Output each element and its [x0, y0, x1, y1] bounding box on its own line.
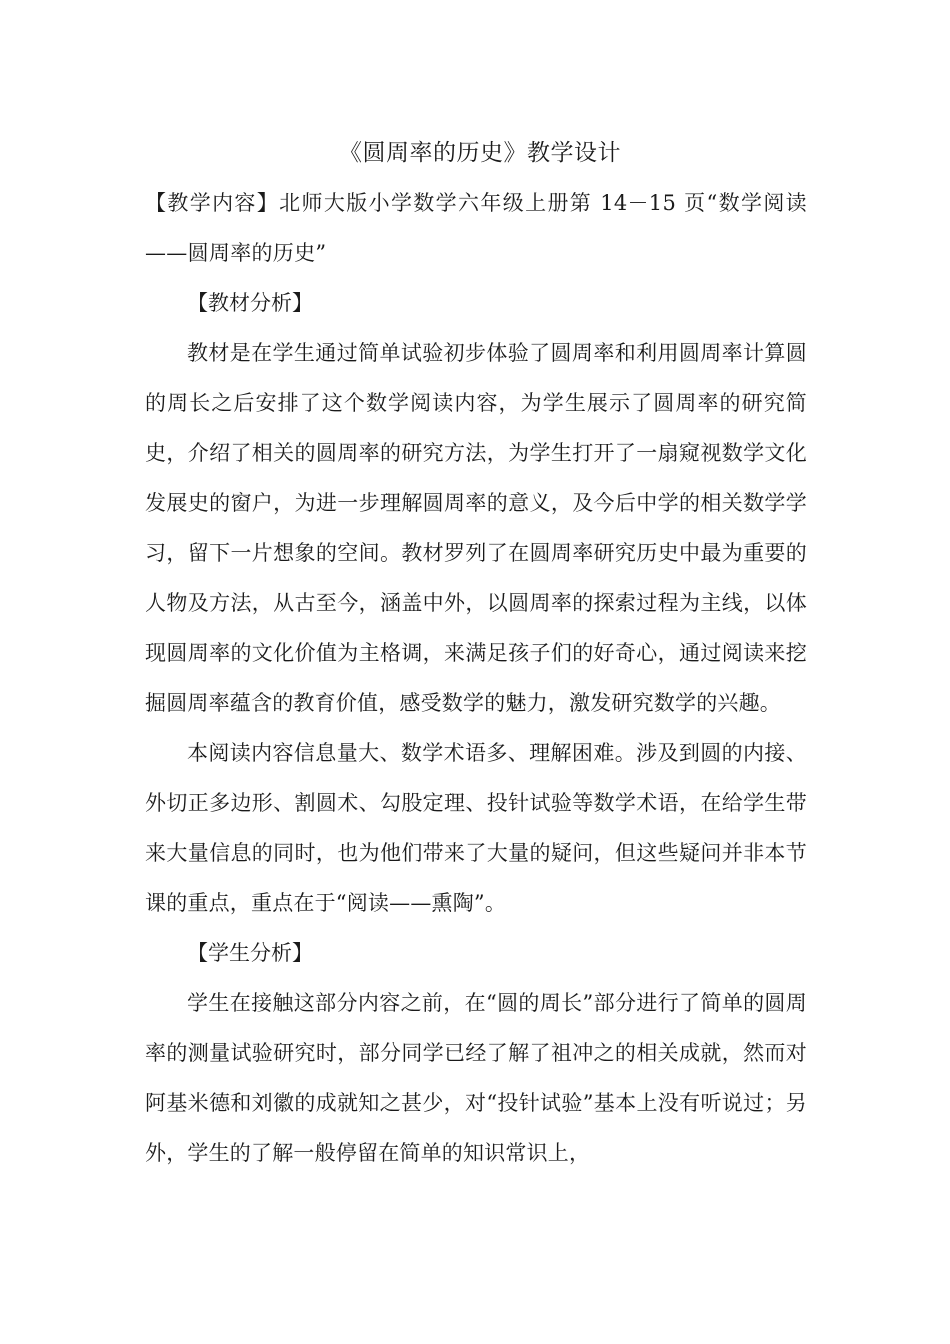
document-title: 《圆周率的历史》教学设计 [339, 140, 621, 166]
student-analysis-heading: 【学生分析】 [187, 941, 313, 965]
teaching-content-label: 【教学内容】 [145, 191, 280, 215]
document-page [145, 128, 807, 1178]
textbook-analysis-paragraph-2: 本阅读内容信息量大、数学术语多、理解困难。涉及到圆的内接、外切正多边形、割圆术、勾股定理、投针试验等数学术语，在给学生带来大量信息的同时，也为他们带来了大量的疑问，但这些疑问并非本节课的重点，重点在于“阅读——熏陶”。 [145, 741, 807, 915]
teaching-content-text: 北师大版小学数学六年级上册第 14－15 页“数学阅读——圆周率的历史” [145, 191, 807, 265]
textbook-analysis-paragraph-1: 教材是在学生通过简单试验初步体验了圆周率和利用圆周率计算圆的周长之后安排了这个数学阅读内容，为学生展示了圆周率的研究简史，介绍了相关的圆周率的研究方法，为学生打开了一扇窥视数学文化发展史的窗户，为进一步理解圆周率的意义，及今后中学的相关数学学习，留下一片想象的空间。教材罗列了在圆周率研究历史中最为重要的人物及方法，从古至今，涵盖中外，以圆周率的探索过程为主线，以体现圆周率的文化价值为主格调，来满足孩子们的好奇心，通过阅读来挖掘圆周率蕴含的教育价值，感受数学的魅力，激发研究数学的兴趣。 [145, 341, 807, 715]
textbook-analysis-heading: 【教材分析】 [187, 291, 313, 315]
teaching-content-line [145, 178, 807, 278]
student-analysis-paragraph-1: 学生在接触这部分内容之前，在“圆的周长”部分进行了简单的圆周率的测量试验研究时，部分同学已经了解了祖冲之的相关成就，然而对阿基米德和刘徽的成就知之甚少，对“投针试验”基本上没有听说过；另外，学生的了解一般停留在简单的知识常识上， [145, 991, 807, 1165]
